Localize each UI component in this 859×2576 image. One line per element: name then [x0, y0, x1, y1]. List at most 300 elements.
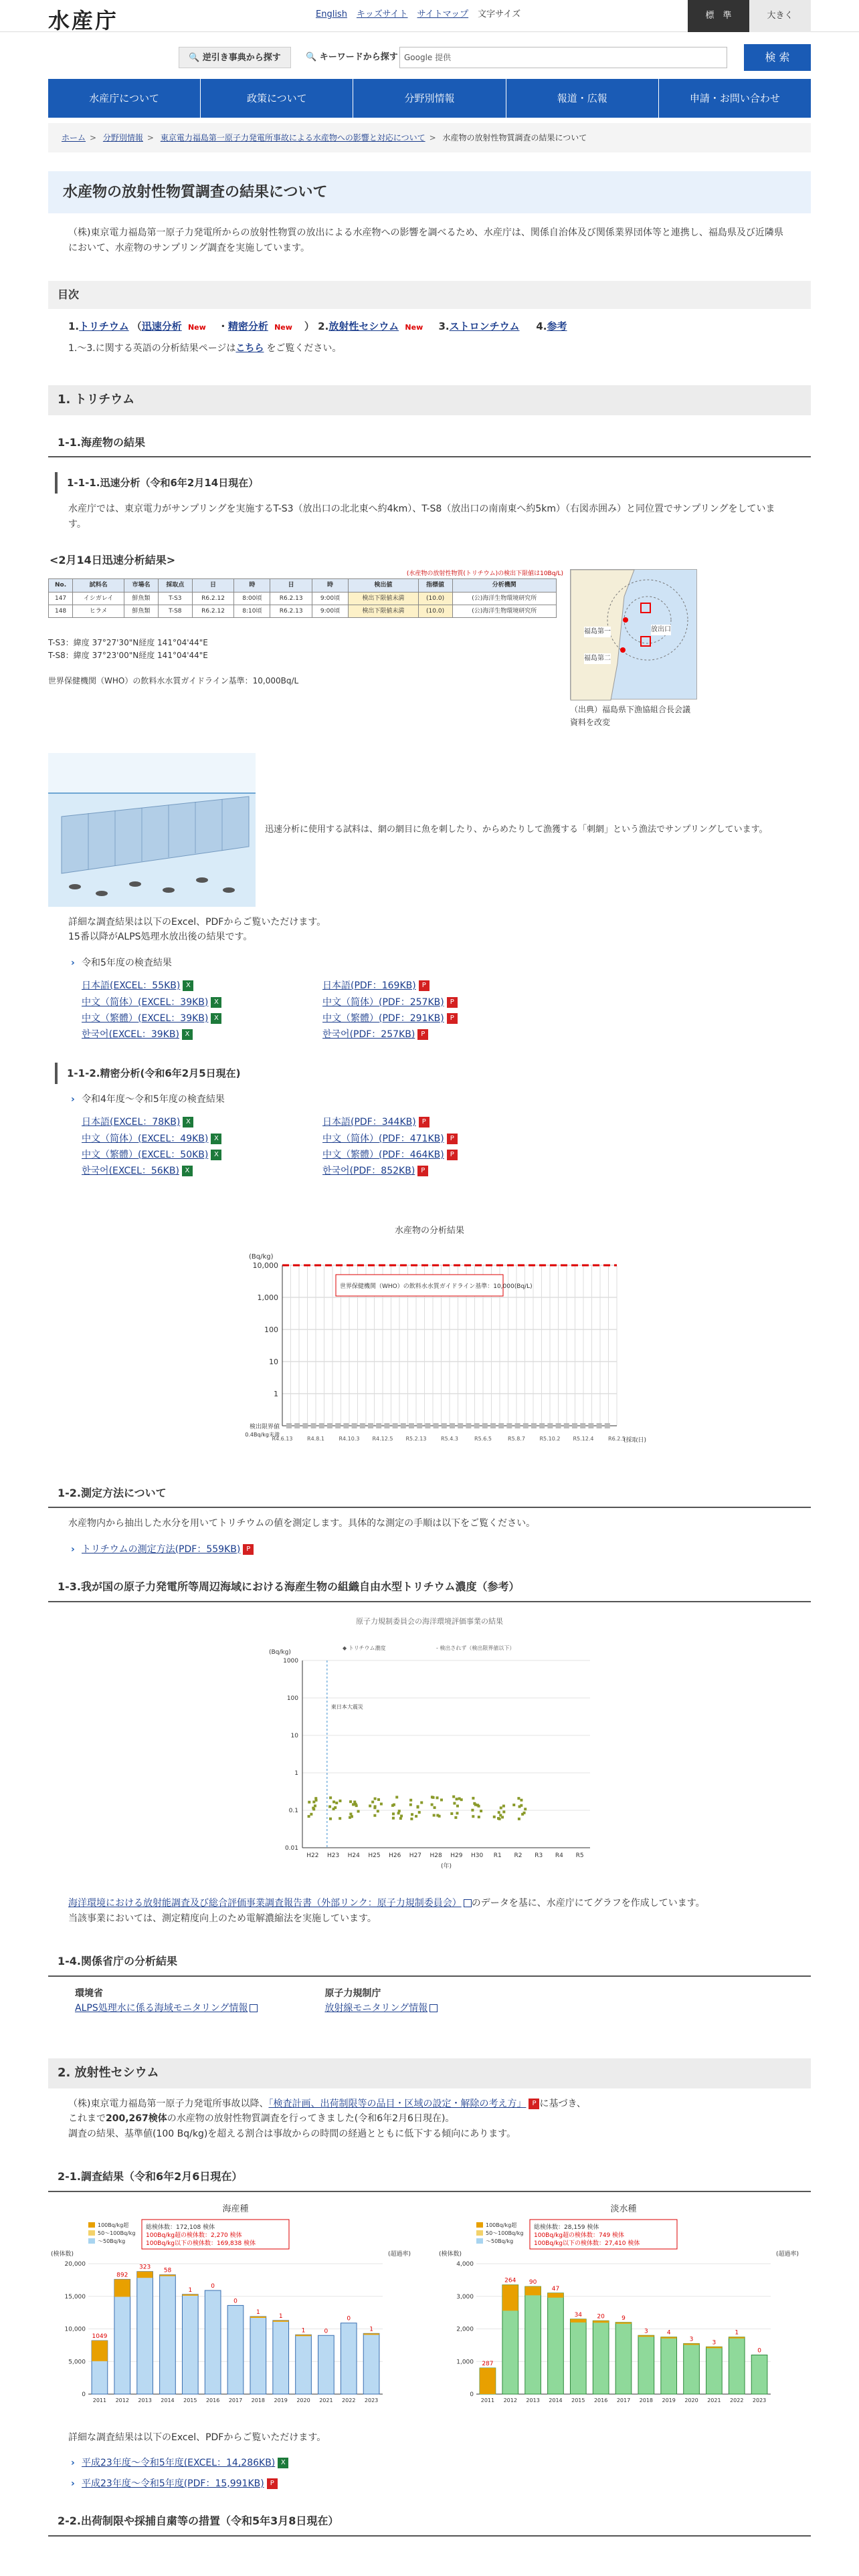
- marine-results-heading: 1-1.海産物の結果: [48, 429, 811, 458]
- rapid-results-table: [48, 578, 557, 618]
- table-note: (水産物の放射性物質(トリチウム)の検出下限値は10Bq/L): [406, 570, 563, 577]
- nav-press[interactable]: 報道・広報: [506, 79, 659, 118]
- data-point: [329, 1796, 332, 1799]
- cesium-excel-item: [48, 2453, 811, 2473]
- x-tick-label: 2015: [183, 2397, 197, 2403]
- annotation-text: 世界保健機関（WHO）の飲料水水質ガイドライン基準：10,000(Bq/L): [340, 1283, 533, 1290]
- precise-analysis-heading: 1-1-2.精密分析(令和6年2月5日現在): [55, 1063, 811, 1084]
- toc-reference-link[interactable]: 参考: [547, 320, 567, 332]
- x-tick-label: 2018: [251, 2397, 266, 2403]
- exceed-label: 0: [211, 2282, 215, 2290]
- data-point: [339, 1800, 341, 1802]
- below-limit-marker: [442, 1423, 447, 1428]
- below-limit-marker: [302, 1423, 308, 1428]
- crumb-home[interactable]: ホーム: [62, 133, 86, 142]
- below-limit-marker: [580, 1423, 585, 1428]
- x-tick-label: 2012: [115, 2397, 129, 2403]
- report-note: 当該事業においては、測定精度向上のため電解濃縮法を実施しています。: [68, 1913, 377, 1924]
- x-tick-label: R4.10.3: [339, 1435, 360, 1442]
- y-tick-label: 1000: [283, 1658, 298, 1665]
- marine-species-chart: [48, 2217, 423, 2418]
- gillnet-block: [48, 753, 811, 907]
- section-tritium-heading: 1. トリチウム: [48, 385, 811, 415]
- nra-link[interactable]: 放射線モニタリング情報: [324, 2002, 428, 2014]
- bar: [160, 2274, 176, 2393]
- bar: [751, 2355, 767, 2394]
- bar: [182, 2294, 198, 2393]
- map-label-daiichi: 福島第一: [584, 627, 611, 637]
- data-point: [431, 1796, 434, 1798]
- tritium-chart-block: [48, 1224, 811, 1466]
- below-limit-marker: [466, 1423, 471, 1428]
- r5-excel-ja[interactable]: 日本語(EXCEL：55KB): [82, 980, 181, 992]
- data-point: [400, 1815, 403, 1818]
- font-size-standard-button[interactable]: 標 準: [688, 0, 749, 32]
- search-input[interactable]: Google 提供: [399, 47, 727, 68]
- x-tick-label: H29: [450, 1852, 463, 1860]
- data-point: [499, 1814, 502, 1817]
- pdf-icon: P: [417, 1166, 428, 1176]
- legend-swatch: [88, 2222, 95, 2228]
- report-external-link[interactable]: 海洋環境における放射能調査及び総合評価事業調査報告書（外部リンク：原子力規制委員会）: [68, 1898, 462, 1909]
- pdf-icon: P: [447, 1150, 458, 1160]
- nav-policy[interactable]: 政策について: [201, 79, 353, 118]
- r45-excel-ja[interactable]: 日本語(EXCEL：78KB): [82, 1117, 181, 1128]
- report-text: 海洋環境における放射能調査及び総合評価事業調査報告書（外部リンク：原子力規制委員会） のデータを基に、水産庁にてグラフを作成しています。: [68, 1898, 705, 1909]
- data-point: [418, 1811, 421, 1814]
- toc-strontium-link[interactable]: ストロンチウム: [449, 320, 520, 332]
- nra-tritium-chart: [256, 1634, 603, 1881]
- lead-text: （株)東京電力福島第一原子力発電所からの放射性物質の放出による水産物への影響を調べるため、水産庁は、関係自治体及び関係業界団体等と連携し、福島県及び近隣県において、水産物のサンプリング調査を実施しています。: [68, 227, 783, 253]
- r5-excel-ko[interactable]: 한국어(EXCEL：39KB): [82, 1029, 179, 1041]
- excel-icon: X: [182, 1029, 193, 1040]
- x-tick-label: R5.6.5: [474, 1435, 492, 1442]
- x-tick-label: H28: [430, 1852, 442, 1860]
- section-cesium-heading: 2. 放射性セシウム: [48, 2058, 811, 2088]
- y-tick-label: 10: [269, 1357, 278, 1366]
- data-point: [374, 1806, 377, 1808]
- crumb-accident[interactable]: 東京電力福島第一原子力発電所事故による水産物への影響と対応について: [160, 133, 425, 142]
- data-point: [434, 1806, 436, 1809]
- data-point: [357, 1810, 360, 1813]
- below-limit-marker: [597, 1423, 602, 1428]
- x-tick-label: H22: [306, 1852, 319, 1860]
- x-tick-label: R5.12.4: [573, 1435, 594, 1442]
- english-link[interactable]: English: [316, 9, 347, 19]
- table-title: <2月14日迅速分析結果>: [50, 554, 176, 567]
- bar: [205, 2290, 221, 2394]
- data-point: [454, 1816, 457, 1819]
- y-tick-label: 1: [274, 1389, 278, 1398]
- bar: [137, 2271, 153, 2393]
- bar: [729, 2337, 745, 2393]
- data-point: [498, 1818, 501, 1820]
- exceed-label: 1049: [92, 2333, 108, 2340]
- below-limit-marker: [393, 1423, 398, 1428]
- exceed-label: 323: [139, 2264, 151, 2271]
- data-point: [436, 1814, 439, 1817]
- data-point: [371, 1801, 374, 1804]
- exceed-label: 1: [278, 2313, 283, 2320]
- bar: [273, 2320, 289, 2393]
- data-point: [351, 1815, 353, 1818]
- coordinate-t-s3: T-S3：緯度 37°27'30"N経度 141°04'44"E: [48, 638, 208, 648]
- x-tick-label: R5.10.2: [539, 1435, 561, 1442]
- r5-excel-zh-cn[interactable]: 中文（简体）(EXCEL：39KB): [82, 996, 209, 1008]
- cesium-detail-text: 詳細な調査結果は以下のExcel、PDFからご覧いただけます。: [68, 2432, 326, 2444]
- data-point: [472, 1797, 474, 1800]
- exceed-bar: [661, 2337, 677, 2338]
- detail-text-2: 15番以降がALPS処理水放出後の結果です。: [68, 932, 253, 943]
- global-nav: [48, 79, 811, 118]
- data-point: [395, 1796, 398, 1799]
- toc-note: 1.〜3.に関する英語の分析結果ページはこちら をご覧ください。: [68, 342, 342, 354]
- r5-results-label: › 令和5年度の検査結果: [48, 953, 811, 973]
- below-limit-marker: [523, 1423, 529, 1428]
- data-point: [478, 1816, 480, 1818]
- method-pdf-link[interactable]: トリチウムの測定方法(PDF：559KB): [82, 1543, 241, 1555]
- below-limit-marker: [343, 1423, 349, 1428]
- data-point: [399, 1817, 402, 1820]
- data-point: [512, 1804, 515, 1806]
- x-tick-label: R4.12.5: [372, 1435, 393, 1442]
- reverse-dictionary-button[interactable]: 🔍 逆引き事典から探す: [179, 47, 291, 68]
- nav-fields[interactable]: 分野別情報: [353, 79, 506, 118]
- data-point: [436, 1796, 439, 1799]
- data-point: [431, 1804, 434, 1806]
- data-point: [493, 1816, 496, 1818]
- moe-label: 環境省: [75, 1988, 103, 1999]
- below-limit-marker: [311, 1423, 316, 1428]
- toc-rapid-link[interactable]: 迅速分析: [141, 320, 182, 332]
- legend-item: 50〜100Bq/kg: [98, 2230, 136, 2236]
- moe-link[interactable]: ALPS処理水に係る海域モニタリング情報: [75, 2002, 248, 2014]
- r45-excel-zh-tw[interactable]: 中文（繁體）(EXCEL：50KB): [82, 1150, 209, 1160]
- data-point: [329, 1818, 332, 1820]
- search-icon: 🔍: [306, 52, 317, 62]
- exceed-label: 3: [689, 2336, 694, 2343]
- exceed-bar: [548, 2293, 564, 2298]
- exceed-bar: [615, 2322, 632, 2323]
- english-results-link[interactable]: こちら: [235, 342, 264, 354]
- below-limit-marker: [572, 1423, 577, 1428]
- font-size-large-button[interactable]: 大きく: [749, 0, 811, 32]
- x-tick-label: R5.2.13: [405, 1435, 427, 1442]
- data-point: [472, 1815, 474, 1818]
- x-tick-label: H25: [368, 1852, 381, 1860]
- below-limit-marker: [425, 1423, 430, 1428]
- r45-excel-zh-cn[interactable]: 中文（简体）(EXCEL：49KB): [82, 1133, 209, 1144]
- legend-swatch: [476, 2222, 483, 2228]
- toc-precise-link[interactable]: 精密分析: [227, 320, 268, 332]
- below-limit-marker: [605, 1423, 610, 1428]
- x-tick-label: 2015: [571, 2397, 585, 2403]
- y-tick-label: 2,000: [456, 2326, 474, 2333]
- exceed-bar: [570, 2319, 586, 2323]
- data-point: [480, 1810, 482, 1812]
- method-text: 水産物内から抽出した水分を用いてトリチウムの値を測定します。具体的な測定の手順は以下をご覧ください。: [68, 1518, 536, 1529]
- keyword-search-label: 🔍 キーワードから探す: [306, 52, 398, 62]
- x-tick-label: H30: [470, 1852, 484, 1860]
- search-button[interactable]: 検 索: [744, 44, 811, 71]
- legend-swatch: [88, 2230, 95, 2236]
- marine-chart-block: [48, 2203, 423, 2422]
- x-tick-label: 2018: [639, 2397, 654, 2403]
- exceed-label: 892: [116, 2272, 128, 2279]
- kids-site-link[interactable]: キッズサイト: [356, 9, 408, 19]
- pdf-icon: P: [419, 980, 430, 991]
- pdf-icon: P: [447, 997, 458, 1008]
- x-tick-label: 2014: [549, 2397, 563, 2403]
- pdf-icon: P: [447, 1134, 458, 1144]
- summary-text: 100Bq/kg超の検体数：2,270 検体: [146, 2232, 242, 2239]
- below-limit-marker: [450, 1423, 455, 1428]
- below-limit-marker: [564, 1423, 569, 1428]
- toc-heading: 目次: [48, 281, 811, 309]
- nav-about[interactable]: 水産庁について: [48, 79, 201, 118]
- data-point: [518, 1806, 521, 1808]
- gillnet-text: 迅速分析に使用する試料は、網の網目に魚を刺したり、からめたりして漁獲する「刺網」という漁法でサンプリングしています。: [265, 824, 768, 835]
- results-block: [48, 569, 811, 729]
- data-point: [471, 1809, 474, 1812]
- x-tick-label: 2012: [503, 2397, 517, 2403]
- exceed-label: 264: [504, 2277, 516, 2284]
- nra-chart-block: [48, 1616, 811, 1882]
- summary-text: 100Bq/kg以下の検体数：27,410 検体: [534, 2240, 640, 2247]
- below-limit-marker: [327, 1423, 332, 1428]
- toc-tritium-link[interactable]: トリチウム: [79, 320, 129, 332]
- below-limit-marker: [409, 1423, 414, 1428]
- table-row: 147 イシガレイ 鮮魚類 T-S3 R6.2.12 8:00頃 R6.2.13 9:00頃 検出下限値未満 (10.0) (公)海洋生物環境研究所: [49, 592, 557, 605]
- measurement-method-heading: 1-2.測定方法について: [48, 1479, 811, 1509]
- below-limit-marker: [506, 1423, 512, 1428]
- data-point: [377, 1798, 380, 1801]
- cesium-pdf-link[interactable]: 平成23年度〜令和5年度(PDF：15,991KB): [82, 2478, 264, 2489]
- data-point: [332, 1801, 335, 1804]
- r45-files: [48, 1109, 811, 1184]
- legend-item: ◆ トリチウム濃度: [343, 1645, 386, 1652]
- below-limit-marker: [474, 1423, 480, 1428]
- x-tick-label: R5: [575, 1852, 584, 1860]
- y-tick-label: 4,000: [456, 2260, 474, 2268]
- data-point: [478, 1805, 480, 1808]
- bar: [318, 2335, 335, 2394]
- nra-column: [324, 1986, 438, 2016]
- who-guideline: 世界保健機関（WHO）の飲料水水質ガイドライン基準：10,000Bq/L: [48, 675, 299, 685]
- pdf-icon: P: [243, 1544, 254, 1555]
- map-label-daini: 福島第二: [584, 653, 611, 664]
- r45-excel-ko[interactable]: 한국어(EXCEL：56KB): [82, 1166, 179, 1177]
- data-point: [458, 1798, 461, 1800]
- crumb-current: 水産物の放射性物質調査の結果について: [442, 133, 587, 142]
- utility-links: [316, 8, 520, 22]
- below-limit-marker: [498, 1423, 504, 1428]
- x-tick-label: 2017: [228, 2397, 243, 2403]
- y-tick-label: 1: [294, 1770, 298, 1778]
- data-point: [353, 1801, 356, 1804]
- excel-icon: X: [183, 980, 193, 991]
- data-point: [502, 1811, 505, 1814]
- r5-pdf-ko[interactable]: 한국어(PDF：257KB): [322, 1029, 415, 1041]
- cesium-charts: [48, 2203, 811, 2422]
- y-axis-label: (Bq/kg): [249, 1253, 274, 1261]
- below-limit-marker: [458, 1423, 463, 1428]
- data-point: [409, 1799, 412, 1802]
- nav-contact[interactable]: 申請・お問い合わせ: [689, 92, 780, 104]
- toc-cesium-link[interactable]: 放射性セシウム: [328, 320, 399, 332]
- x-tick-label: H23: [326, 1852, 340, 1860]
- data-point: [473, 1802, 476, 1805]
- exceed-label: 34: [574, 2311, 583, 2319]
- exceed-bar: [160, 2274, 176, 2276]
- below-limit-marker: [434, 1423, 439, 1428]
- data-point: [456, 1812, 458, 1815]
- pdf-icon: P: [447, 1013, 458, 1024]
- bar: [661, 2337, 677, 2393]
- nra-label: 原子力規制庁: [324, 1988, 381, 1999]
- exceed-label: 0: [757, 2347, 761, 2355]
- exceed-label: 3: [712, 2339, 717, 2346]
- site-logo[interactable]: 水産庁: [48, 8, 119, 33]
- x-tick-label: 2019: [662, 2397, 676, 2403]
- data-point: [373, 1814, 376, 1817]
- x-tick-label: 2016: [205, 2397, 220, 2403]
- bar: [227, 2305, 244, 2394]
- r45-pdf-ja[interactable]: 日本語(PDF：344KB): [322, 1117, 416, 1128]
- font-size-label: 文字サイズ: [478, 9, 521, 19]
- exceed-bar: [684, 2343, 700, 2345]
- data-point: [380, 1803, 383, 1806]
- data-point: [349, 1813, 352, 1816]
- x-tick-label: 2016: [593, 2397, 608, 2403]
- legend-swatch: [476, 2230, 483, 2236]
- below-limit-marker: [352, 1423, 357, 1428]
- search-row: [48, 32, 811, 79]
- data-point: [498, 1811, 500, 1814]
- shipment-restriction-heading: 2-2.出荷制限や採捕自粛等の措置（令和5年3月8日現在）: [48, 2507, 811, 2537]
- earthquake-label: 東日本大震災: [330, 1704, 363, 1711]
- table-row: 148 ヒラメ 鮮魚類 T-S8 R6.2.12 8:10頃 R6.2.13 9:00頃 検出下限値未満 (10.0) (公)海洋生物環境研究所: [49, 605, 557, 617]
- r45-pdf-ko[interactable]: 한국어(PDF：852KB): [322, 1166, 415, 1177]
- breadcrumb: ホーム > 分野別情報 > 東京電力福島第一原子力発電所事故による水産物への影響と対応について > 水産物の放射性物質調査の結果について: [48, 123, 811, 152]
- data-point: [420, 1802, 423, 1804]
- data-point: [452, 1796, 455, 1798]
- r5-pdf-ja[interactable]: 日本語(PDF：169KB): [322, 980, 416, 992]
- below-limit-marker: [401, 1423, 406, 1428]
- y-tick-label: 15,000: [64, 2293, 86, 2300]
- excel-icon: X: [211, 1134, 221, 1144]
- top-bar: [0, 0, 859, 32]
- exceed-label: 1: [369, 2325, 373, 2333]
- page-title: 水産物の放射性物質調査の結果について: [48, 171, 811, 213]
- exceed-label: 287: [482, 2360, 494, 2367]
- data-point: [453, 1802, 456, 1805]
- excel-icon: X: [211, 1013, 221, 1024]
- x-tick-label: 2022: [342, 2397, 356, 2403]
- y-tick-label: 1,000: [456, 2358, 474, 2365]
- x-tick-label: H26: [389, 1852, 401, 1860]
- data-point: [369, 1805, 371, 1808]
- pdf-icon: P: [419, 1117, 430, 1128]
- data-point: [335, 1802, 338, 1804]
- exceed-label: 90: [529, 2278, 537, 2286]
- crumb-fields[interactable]: 分野別情報: [102, 133, 143, 142]
- y-tick-label: 0: [82, 2391, 86, 2398]
- below-limit-marker: [588, 1423, 593, 1428]
- data-point: [518, 1818, 520, 1820]
- r45-pdf-zh-cn[interactable]: 中文（简体）(PDF：471KB): [322, 1133, 444, 1144]
- data-point: [328, 1806, 331, 1808]
- legend-swatch: [88, 2238, 95, 2244]
- search-icon: 🔍: [189, 53, 200, 63]
- y2-axis-label: (超過率): [388, 2250, 411, 2258]
- data-point: [450, 1812, 453, 1815]
- data-point: [355, 1804, 358, 1807]
- exceed-label: 58: [163, 2267, 172, 2274]
- y-tick-label: 5,000: [68, 2358, 86, 2365]
- map-caption: （出典）福島県下漁協組合長会議資料を改変: [570, 704, 691, 727]
- excel-icon: X: [182, 1166, 193, 1176]
- y-tick-label: 0: [470, 2391, 474, 2398]
- bar: [341, 2323, 357, 2393]
- bar: [363, 2333, 379, 2394]
- y-axis-label: (Bq/kg): [269, 1649, 291, 1656]
- x-tick-label: R5.4.3: [441, 1435, 458, 1442]
- r5-pdf-zh-cn[interactable]: 中文（简体）(PDF：257KB): [322, 996, 444, 1008]
- data-point: [502, 1805, 505, 1808]
- data-point: [500, 1807, 502, 1810]
- data-point: [440, 1799, 443, 1802]
- legend-item: 〜50Bq/kg: [98, 2238, 126, 2244]
- data-point: [409, 1804, 412, 1806]
- data-point: [374, 1798, 377, 1800]
- data-point: [456, 1805, 459, 1808]
- data-point: [410, 1818, 413, 1820]
- sampling-map: [570, 569, 697, 700]
- data-point: [377, 1810, 379, 1812]
- sitemap-link[interactable]: サイトマップ: [417, 9, 469, 19]
- x-tick-label: 2014: [161, 2397, 175, 2403]
- cesium-excel-link[interactable]: 平成23年度〜令和5年度(EXCEL：14,286KB): [82, 2458, 276, 2469]
- r5-excel-zh-tw[interactable]: 中文（繁體）(EXCEL：39KB): [82, 1013, 209, 1025]
- y-axis-label: (検体数): [51, 2250, 74, 2258]
- exceed-bar: [480, 2368, 496, 2394]
- excel-icon: X: [278, 2458, 288, 2468]
- inspection-plan-link[interactable]: 「検査計画、出荷制限等の品目・区域の設定・解除の考え方」: [268, 2099, 527, 2110]
- summary-text: 100Bq/kg超の検体数：749 検体: [534, 2232, 625, 2239]
- new-badge: New: [187, 322, 206, 332]
- x-tick-label: 2011: [92, 2397, 107, 2403]
- below-limit-marker: [547, 1423, 553, 1428]
- x-tick-label: 2021: [707, 2397, 721, 2403]
- exceed-label: 0: [347, 2315, 351, 2323]
- exceed-label: 0: [324, 2327, 328, 2335]
- below-limit-marker: [360, 1423, 365, 1428]
- r5-pdf-zh-tw[interactable]: 中文（繁體）(PDF：291KB): [322, 1013, 444, 1025]
- bar: [706, 2347, 723, 2394]
- bar: [525, 2286, 541, 2394]
- r45-pdf-zh-tw[interactable]: 中文（繁體）(PDF：464KB): [322, 1150, 444, 1160]
- exceed-label: 1: [301, 2327, 306, 2334]
- y-tick-label: 100: [286, 1695, 298, 1703]
- freshwater-species-chart: [436, 2217, 811, 2418]
- x-tick-label: 2023: [364, 2397, 379, 2403]
- external-link-icon: [430, 2004, 438, 2012]
- bar: [684, 2343, 700, 2394]
- y-axis-label: (検体数): [439, 2250, 462, 2258]
- chart-title: 淡水種: [610, 2204, 637, 2214]
- pdf-icon: P: [417, 1029, 428, 1040]
